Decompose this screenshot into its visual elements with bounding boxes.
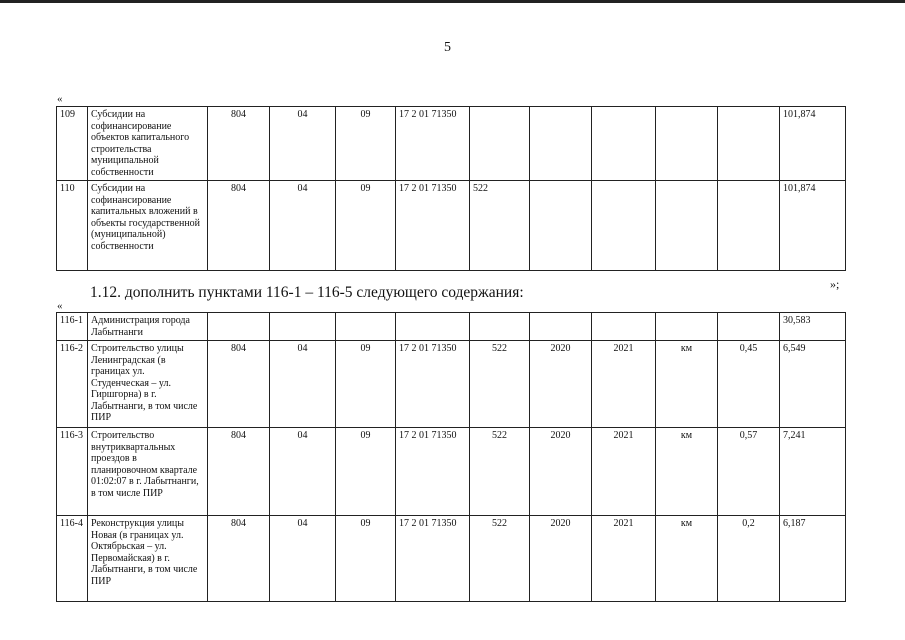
cell-target (396, 313, 470, 341)
table-row (57, 107, 846, 181)
cell-code: 804 (208, 428, 270, 516)
row-number: 110 (57, 181, 88, 271)
table-row (57, 313, 846, 341)
cell-start-year (530, 107, 592, 181)
page-number: 5 (444, 40, 451, 55)
cell-subsection: 09 (336, 516, 396, 602)
row-name: Реконструкция улицы Новая (в границах ул. Октябрьская – ул. Первомайская) в г. Лабытнанги, в том числе ПИР (88, 516, 208, 602)
table-row (57, 181, 846, 271)
cell-unit (656, 181, 718, 271)
cell-code (208, 313, 270, 341)
cell-section: 04 (270, 181, 336, 271)
cell-section: 04 (270, 107, 336, 181)
cell-unit (656, 107, 718, 181)
cell-expense-type (470, 313, 530, 341)
cell-start-year (530, 313, 592, 341)
cell-start-year: 2020 (530, 341, 592, 428)
cell-start-year: 2020 (530, 428, 592, 516)
section-heading: 1.12. дополнить пунктами 116-1 – 116-5 следующего содержания: (90, 284, 524, 301)
cell-subsection: 09 (336, 428, 396, 516)
table-row (57, 516, 846, 602)
cell-capacity (718, 181, 780, 271)
cell-unit: км (656, 428, 718, 516)
cell-start-year: 2020 (530, 516, 592, 602)
row-number: 109 (57, 107, 88, 181)
row-name: Субсидии на софинансирование объектов капитального строительства муниципальной собственности (88, 107, 208, 181)
cell-end-year (592, 313, 656, 341)
cell-unit: км (656, 516, 718, 602)
cell-subsection (336, 313, 396, 341)
page-top-edge (0, 0, 905, 3)
row-name: Администрация города Лабытнанги (88, 313, 208, 341)
table-row (57, 341, 846, 428)
cell-code: 804 (208, 181, 270, 271)
cell-end-year: 2021 (592, 428, 656, 516)
cell-amount: 6,549 (780, 341, 846, 428)
cell-amount: 30,583 (780, 313, 846, 341)
cell-section: 04 (270, 341, 336, 428)
cell-end-year: 2021 (592, 516, 656, 602)
cell-expense-type: 522 (470, 516, 530, 602)
cell-subsection: 09 (336, 181, 396, 271)
cell-expense-type: 522 (470, 181, 530, 271)
cell-amount: 101,874 (780, 181, 846, 271)
row-number: 116-3 (57, 428, 88, 516)
cell-capacity (718, 313, 780, 341)
cell-section (270, 313, 336, 341)
cell-target: 17 2 01 71350 (396, 516, 470, 602)
cell-start-year (530, 181, 592, 271)
opening-quote: « (57, 300, 63, 312)
cell-expense-type: 522 (470, 341, 530, 428)
closing-quote: »; (830, 277, 840, 291)
cell-section: 04 (270, 428, 336, 516)
cell-code: 804 (208, 516, 270, 602)
cell-capacity: 0,57 (718, 428, 780, 516)
table-row (57, 428, 846, 516)
cell-subsection: 09 (336, 341, 396, 428)
cell-unit (656, 313, 718, 341)
cell-target: 17 2 01 71350 (396, 341, 470, 428)
cell-amount: 6,187 (780, 516, 846, 602)
cell-unit: км (656, 341, 718, 428)
row-number: 116-1 (57, 313, 88, 341)
cell-end-year (592, 107, 656, 181)
row-number: 116-4 (57, 516, 88, 602)
cell-section: 04 (270, 516, 336, 602)
budget-table-existing (56, 106, 846, 271)
row-name: Строительство внутриквартальных проездов в планировочном квартале 01:02:07 в г. Лабытнанги, в том числе ПИР (88, 428, 208, 516)
cell-end-year: 2021 (592, 341, 656, 428)
cell-end-year (592, 181, 656, 271)
row-name: Субсидии на софинансирование капитальных вложений в объекты государственной (муниципальной) собственности (88, 181, 208, 271)
cell-target: 17 2 01 71350 (396, 107, 470, 181)
cell-amount: 101,874 (780, 107, 846, 181)
cell-expense-type (470, 107, 530, 181)
cell-target: 17 2 01 71350 (396, 428, 470, 516)
cell-code: 804 (208, 341, 270, 428)
opening-quote: « (57, 93, 63, 105)
cell-code: 804 (208, 107, 270, 181)
cell-expense-type: 522 (470, 428, 530, 516)
row-number: 116-2 (57, 341, 88, 428)
row-name: Строительство улицы Ленинградская (в границах ул. Студенческая – ул. Гиршгорна) в г. Лабытнанги, в том числе ПИР (88, 341, 208, 428)
cell-capacity: 0,45 (718, 341, 780, 428)
cell-amount: 7,241 (780, 428, 846, 516)
cell-target: 17 2 01 71350 (396, 181, 470, 271)
cell-capacity: 0,2 (718, 516, 780, 602)
cell-capacity (718, 107, 780, 181)
cell-subsection: 09 (336, 107, 396, 181)
budget-table-new-items (56, 312, 846, 602)
